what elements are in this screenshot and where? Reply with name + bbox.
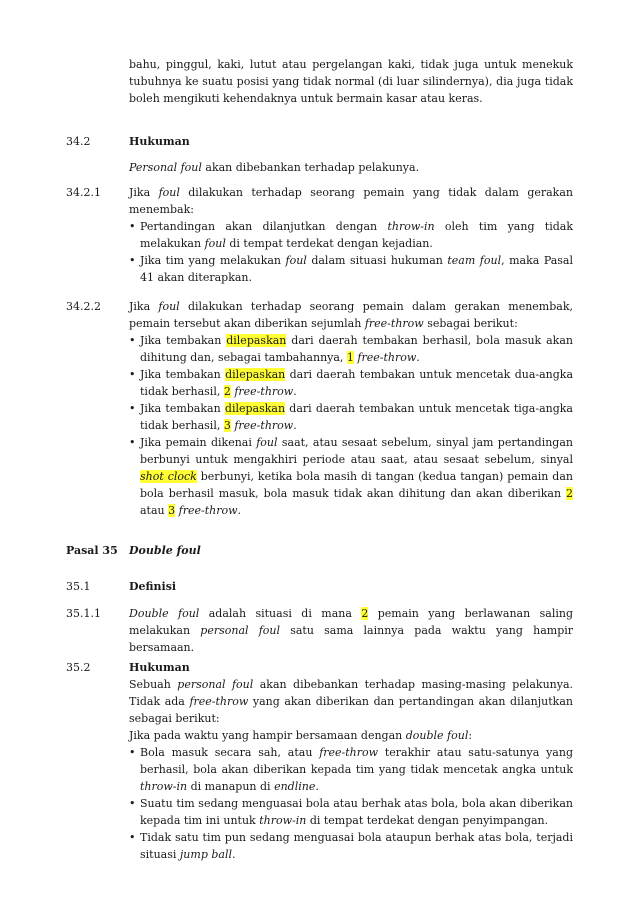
term: free-throw <box>234 385 294 398</box>
list-item <box>129 400 573 434</box>
text-run: Jika tembakan <box>140 334 227 347</box>
section-heading: Hukuman <box>129 135 190 148</box>
paragraph <box>129 298 573 332</box>
section-heading: Hukuman <box>129 661 190 674</box>
term: throw-in <box>387 220 435 233</box>
bullet-list <box>129 744 573 863</box>
paragraph <box>129 727 573 744</box>
text-run: , maka Pasal 41 akan diterapkan. <box>140 254 574 284</box>
term: free-throw <box>178 504 238 517</box>
list-item <box>129 829 573 863</box>
term: endline <box>274 780 316 793</box>
paragraph <box>129 605 573 656</box>
highlighted-text: shot clock <box>140 470 197 483</box>
term: foul <box>204 237 226 250</box>
highlighted-text: dilepaskan <box>226 334 287 347</box>
text-run: Tidak satu tim pun sedang menguasai bola ataupun berhak atas bola, terjadi situasi <box>140 831 573 861</box>
text-run: . <box>416 351 420 364</box>
text-run: . <box>232 848 236 861</box>
term: Double foul <box>129 607 200 620</box>
text-run: dari daerah tembakan untuk mencetak dua-angka tidak berhasil, <box>140 368 573 398</box>
text-run: . <box>315 780 319 793</box>
highlighted-text: 2 <box>361 607 369 620</box>
highlighted-text: 1 <box>346 351 354 364</box>
section-body <box>129 133 573 176</box>
text-run: . <box>293 385 297 398</box>
text-run: : <box>468 729 473 742</box>
text-run: sebagai berikut: <box>423 317 518 330</box>
highlighted-text: dilepaskan <box>224 402 286 415</box>
term: team foul <box>447 254 502 267</box>
text-run: di tempat terdekat dengan penyimpangan. <box>306 814 549 827</box>
text-run: dari daerah tembakan untuk mencetak tiga-angka tidak berhasil, <box>140 402 573 432</box>
highlighted-text: 3 <box>168 504 176 517</box>
text-run: terakhir atau satu-satunya yang berhasil, bola akan diberikan kepada tim yang tidak mencetak angka untuk <box>140 746 573 776</box>
term: foul <box>158 300 180 313</box>
article-heading: Double foul <box>129 544 201 557</box>
paragraph <box>129 159 573 176</box>
section-number: 34.2 <box>66 135 91 148</box>
text-run: Suatu tim sedang menguasai bola atau berhak atas bola, bola akan diberikan kepada tim ini untuk <box>140 797 573 827</box>
highlighted-text: 2 <box>223 385 231 398</box>
section-number: 35.1 <box>66 580 91 593</box>
text-run: akan dibebankan terhadap masing-masing pelakunya. Tidak ada <box>129 678 574 708</box>
section-number: 35.1.1 <box>66 607 101 620</box>
text-run: Pertandingan akan dilanjutkan dengan <box>140 220 388 233</box>
list-item <box>129 795 573 829</box>
bullet-list <box>129 332 573 519</box>
section-body <box>129 605 573 656</box>
term: free-throw <box>234 419 294 432</box>
term: double foul <box>405 729 469 742</box>
section-number: 34.2.2 <box>66 300 101 313</box>
paragraph <box>129 184 573 218</box>
term: Personal foul <box>129 161 202 174</box>
term: foul <box>285 254 307 267</box>
paragraph <box>129 676 573 727</box>
highlighted-text: 3 <box>223 419 231 432</box>
article-number: Pasal 35 <box>66 544 118 557</box>
text-run: akan dibebankan terhadap pelakunya. <box>201 161 420 174</box>
text-run: Jika tembakan <box>140 368 226 381</box>
text-run: adalah situasi di mana <box>199 607 362 620</box>
highlighted-text: 2 <box>566 487 573 500</box>
text-run: di tempat terdekat dengan kejadian. <box>225 237 433 250</box>
highlighted-text: dilepaskan <box>225 368 286 381</box>
term: personal foul <box>177 678 254 691</box>
text-run: oleh tim yang tidak melakukan <box>140 220 573 250</box>
text-run: dilakukan terhadap seorang pemain dalam gerakan menembak, pemain tersebut akan diberikan sejumlah <box>129 300 573 330</box>
term: foul <box>256 436 278 449</box>
text-run: berbunyi, ketika bola masih di tangan (kedua tangan) pemain dan bola berhasil masuk, bola masuk tidak akan dihitung dan akan diberikan <box>140 470 573 500</box>
section-number: 35.2 <box>66 661 91 674</box>
term: throw-in <box>140 780 188 793</box>
text-run: saat, atau sesaat sebelum, sinyal jam pertandingan berbunyi untuk mengakhiri periode atau saat, atau sesaat sebelum, sinyal <box>140 436 573 466</box>
text-run: dari daerah tembakan berhasil, bola masuk akan dihitung dan, sebagai tambahannya, <box>140 334 573 364</box>
term: throw-in <box>259 814 307 827</box>
term: free-throw <box>189 695 249 708</box>
section-body <box>129 578 573 595</box>
paragraph-text: bahu, pinggul, kaki, lutut atau pergelangan kaki, tidak juga untuk menekuk tubuhnya ke suatu posisi yang tidak normal (di luar silindernya), dia juga tidak boleh mengikuti kehendaknya untuk bermain kasar atau keras. <box>129 58 573 105</box>
text-run: atau <box>140 504 169 517</box>
list-item <box>129 434 573 519</box>
section-body <box>129 298 573 519</box>
bullet-list <box>129 218 573 286</box>
section-number: 34.2.1 <box>66 186 101 199</box>
list-item <box>129 744 573 795</box>
text-run: dilakukan terhadap seorang pemain yang tidak dalam gerakan menembak: <box>129 186 573 216</box>
term: foul <box>158 186 180 199</box>
text-run: di manapun di <box>187 780 275 793</box>
text-run: Bola masuk secara sah, atau <box>140 746 320 759</box>
section-heading: Definisi <box>129 580 177 593</box>
term: jump ball <box>179 848 232 861</box>
section-body <box>129 659 573 863</box>
text-run: Sebuah <box>129 678 178 691</box>
term: free-throw <box>357 351 417 364</box>
text-run: Jika tim yang melakukan <box>140 254 286 267</box>
text-run: dalam situasi hukuman <box>306 254 448 267</box>
text-run: satu sama lainnya pada waktu yang hampir bersamaan. <box>129 624 574 654</box>
text-run: yang akan diberikan dan pertandingan akan dilanjutkan sebagai berikut: <box>129 695 573 725</box>
text-run: . <box>293 419 297 432</box>
list-item <box>129 332 573 366</box>
text-run: pemain yang berlawanan saling melakukan <box>129 607 573 637</box>
text-run: Jika pada waktu yang hampir bersamaan dengan <box>129 729 406 742</box>
text-run: Jika <box>129 186 159 199</box>
text-run: Jika tembakan <box>140 402 225 415</box>
article-body <box>129 542 573 559</box>
section-body <box>129 184 573 286</box>
term: free-throw <box>319 746 379 759</box>
term: personal foul <box>200 624 281 637</box>
text-run: Jika <box>129 300 159 313</box>
list-item <box>129 252 573 286</box>
text-run: . <box>237 504 241 517</box>
list-item <box>129 218 573 252</box>
text-run: Jika pemain dikenai <box>140 436 257 449</box>
list-item <box>129 366 573 400</box>
term: free-throw <box>364 317 424 330</box>
